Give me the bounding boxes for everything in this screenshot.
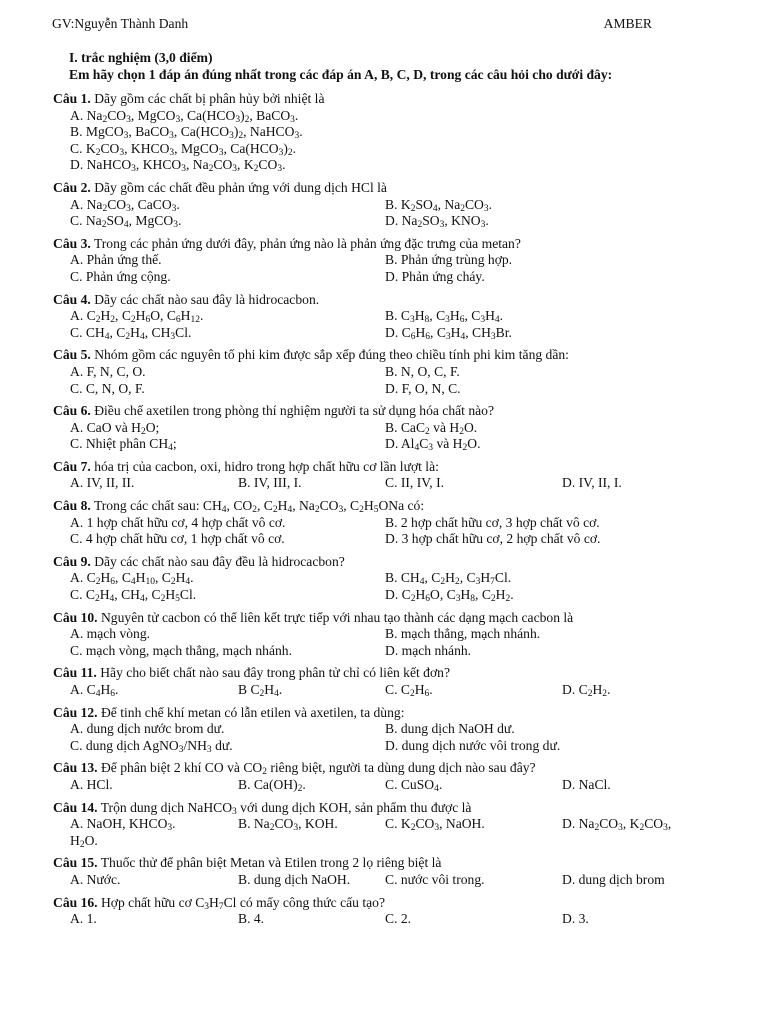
- option-b: B. MgCO$_3$, BaCO$_3$, $Ca(HCO_3)_2$, NaHCO$_3$.: [70, 124, 303, 142]
- options-row: [53, 197, 743, 214]
- question-number: Câu 3.: [53, 235, 91, 251]
- question-11: [53, 665, 743, 698]
- options-row: [53, 515, 743, 532]
- question-8: [53, 498, 743, 548]
- question-text: [53, 498, 743, 515]
- section-heading: [69, 50, 729, 84]
- option-b: B. $Ca(OH)_2$.: [238, 776, 306, 794]
- option-c: C. C, N, O, F.: [70, 380, 145, 396]
- question-10: [53, 610, 743, 660]
- question-14: [53, 800, 743, 850]
- option-b: B. N, O, C, F.: [385, 363, 460, 379]
- question-number: Câu 15.: [53, 855, 98, 871]
- question-number: Câu 5.: [53, 347, 91, 363]
- option-d: D. $C_2H_2$.: [562, 682, 611, 699]
- question-1: [53, 91, 743, 174]
- question-number: Câu 2.: [53, 179, 91, 195]
- question-4: [53, 292, 743, 342]
- options-row: [53, 141, 743, 158]
- options-row: [53, 587, 743, 604]
- option-b: B. $C_3H_8$, $C_3H_6$, $C_3H_4$.: [385, 308, 504, 326]
- question-3: [53, 236, 743, 286]
- question-stem: Thuốc thử để phân biệt Metan và Etilen trong 2 lọ riêng biệt là: [100, 855, 442, 871]
- question-stem: Dãy các chất nào sau đây đều là hidrocacbon?: [94, 553, 345, 569]
- question-stem: hóa trị của cacbon, oxi, hidro trong hợp chất hữu cơ lần lượt là:: [94, 458, 439, 474]
- options-row: [53, 252, 743, 269]
- question-number: Câu 10.: [53, 609, 98, 625]
- option-d: D. F, O, N, C.: [385, 380, 461, 396]
- options-row: [53, 364, 743, 381]
- section-title: I. trắc nghiệm (3,0 điểm): [69, 50, 213, 65]
- question-text: [53, 705, 743, 722]
- option-c: C. 2.: [385, 911, 412, 927]
- question-text: [53, 554, 743, 571]
- options-row: [53, 420, 743, 437]
- option-d: D. $C_6H_6$, $C_3H_4$, $CH_3Br$.: [385, 324, 512, 342]
- option-d: D. Phản ứng cháy.: [385, 268, 485, 284]
- question-stem: Trong các chất sau: $CH_4$, $CO_2$, $C_2H_4$, $Na_2CO_3$, $C_2H_5ONa$ có:: [93, 498, 425, 516]
- option-c: C. Phản ứng cộng.: [70, 268, 171, 284]
- option-a: A. $C_2H_6$, $C_4H_{10}$, $C_2H_4$.: [70, 570, 194, 588]
- options-row: [53, 213, 743, 230]
- options-row: [53, 157, 743, 174]
- brand-name: AMBER: [603, 16, 652, 31]
- option-d-continuation: [53, 833, 743, 850]
- question-number: Câu 9.: [53, 553, 91, 569]
- option-d: D. $Al_4C_3$ và $H_2O$.: [385, 436, 481, 454]
- question-number: Câu 11.: [53, 665, 97, 681]
- question-stem: Dãy gồm các chất bị phân hủy bởi nhiệt là: [94, 91, 325, 106]
- option-b: B. dung dịch NaOH.: [238, 871, 351, 887]
- options-row: [53, 816, 743, 833]
- question-number: Câu 13.: [53, 760, 98, 776]
- option-a: A. CaO và $H_2O$;: [70, 419, 160, 437]
- option-d: D. mạch nhánh.: [385, 642, 472, 658]
- option-c: C. $K_2CO_3$, NaOH.: [385, 816, 485, 834]
- option-c: C. 4 hợp chất hữu cơ, 1 hợp chất vô cơ.: [70, 531, 285, 547]
- option-b: B. 2 hợp chất hữu cơ, 3 hợp chất vô cơ.: [385, 514, 600, 530]
- option-a: A. $C_4H_6$.: [70, 682, 119, 699]
- option-c: C. dung dịch $AgNO_3/NH_3$ dư.: [70, 737, 233, 755]
- option-c: C. $Na_2SO_4$, MgCO$_3$.: [70, 213, 182, 231]
- question-text: [53, 91, 743, 108]
- section-instruction: Em hãy chọn 1 đáp án đúng nhất trong các đáp án A, B, C, D, trong các câu hỏi cho dưới đây:: [69, 67, 613, 82]
- question-7: [53, 459, 743, 492]
- question-text: [53, 459, 743, 476]
- option-b: B. mạch thẳng, mạch nhánh.: [385, 626, 541, 642]
- option-b: B. $Na_2CO_3$, KOH.: [238, 816, 338, 834]
- option-d: D. 3 hợp chất hữu cơ, 2 hợp chất vô cơ.: [385, 531, 601, 547]
- question-2: [53, 180, 743, 230]
- option-a: A. 1.: [70, 911, 97, 927]
- options-row: [53, 436, 743, 453]
- question-stem: Nhóm gồm các nguyên tố phi kim được sắp xếp đúng theo chiều tính phi kim tăng dần:: [94, 347, 569, 363]
- option-c: C. Nhiệt phân $CH_4$;: [70, 436, 177, 454]
- option-c: C. $C_2H_6$.: [385, 682, 433, 699]
- option-a: A. mạch vòng.: [70, 626, 151, 642]
- options-row: [53, 531, 743, 548]
- option-d: D. NaCl.: [562, 776, 611, 792]
- question-stem: Dãy các chất nào sau đây là hidrocacbon.: [94, 291, 320, 307]
- options-row: [53, 872, 743, 889]
- question-number: Câu 4.: [53, 291, 91, 307]
- teacher-name: GV:Nguyễn Thành Danh: [52, 16, 189, 31]
- option-d: D. $Na_2SO_3$, $KNO_3$.: [385, 213, 489, 231]
- option-c: C. nước vôi trong.: [385, 871, 485, 887]
- option-d: D. IV, II, I.: [562, 475, 622, 491]
- option-d: D. dung dịch brom: [562, 871, 665, 887]
- options-row: [53, 911, 743, 928]
- option-b: B. Phản ứng trùng hợp.: [385, 252, 513, 268]
- question-number: Câu 8.: [53, 498, 91, 514]
- option-a: A. HCl.: [70, 776, 113, 792]
- question-text: [53, 855, 743, 872]
- question-13: [53, 760, 743, 793]
- option-d: D. 3.: [562, 911, 589, 927]
- question-stem: Nguyên tử cacbon có thể liên kết trực tiếp với nhau tạo thành các dạng mạch cacbon là: [100, 609, 574, 625]
- question-text: [53, 236, 743, 253]
- options-row: [53, 475, 743, 492]
- option-a: A. dung dịch nước brom dư.: [70, 721, 225, 737]
- options-row: [53, 738, 743, 755]
- question-number: Câu 12.: [53, 704, 98, 720]
- question-15: [53, 855, 743, 888]
- option-c: C. CuSO$_4$.: [385, 776, 443, 794]
- question-stem: Trong các phản ứng dưới đây, phản ứng nào là phản ứng đặc trưng của metan?: [93, 235, 521, 251]
- question-12: [53, 705, 743, 755]
- option-c: C. II, IV, I.: [385, 475, 445, 491]
- question-6: [53, 403, 743, 453]
- options-row: [53, 325, 743, 342]
- options-row: [53, 777, 743, 794]
- question-number: Câu 1.: [53, 91, 91, 106]
- question-stem: Hãy cho biết chất nào sau đây trong phân tử chỉ có liên kết đơn?: [100, 665, 450, 681]
- option-d: D. NaHCO$_3$, $KHCO_3$, $Na_2CO_3$, $K_2CO_3$.: [70, 157, 286, 175]
- option-d: D. $C_2H_6O$, $C_3H_8$, $C_2H_2$.: [385, 587, 514, 605]
- options-row: [53, 108, 743, 125]
- options-row: [53, 643, 743, 660]
- question-text: [53, 180, 743, 197]
- option-a: A. Phản ứng thế.: [70, 252, 162, 268]
- question-text: [53, 800, 743, 817]
- question-stem: Trộn dung dịch NaHCO$_3$ với dung dịch KOH, sản phẩm thu được là: [100, 799, 472, 817]
- question-text: [53, 895, 743, 912]
- question-number: Câu 6.: [53, 403, 91, 419]
- options-row: [53, 381, 743, 398]
- question-stem: Hợp chất hữu cơ $C_3H_7Cl$ có mấy công thức cấu tạo?: [100, 894, 385, 912]
- option-b: B $C_2H_4$.: [238, 682, 283, 699]
- options-row: [53, 682, 743, 699]
- option-b: B. CaC$_2$ và $H_2O$.: [385, 419, 478, 437]
- question-text: [53, 403, 743, 420]
- question-number: Câu 16.: [53, 894, 98, 910]
- option-b: B. $CH_4$, $C_2H_2$, $C_3H_7Cl$.: [385, 570, 512, 588]
- question-9: [53, 554, 743, 604]
- option-d-wrap-text: $H_2O$.: [70, 832, 98, 850]
- option-a: A. IV, II, II.: [70, 475, 135, 491]
- question-16: [53, 895, 743, 928]
- question-text: [53, 347, 743, 364]
- options-row: [53, 269, 743, 286]
- option-a: A. F, N, C, O.: [70, 363, 146, 379]
- option-b: B. $K_2SO_4$, $Na_2CO_3$.: [385, 196, 493, 214]
- page-header: [52, 16, 662, 34]
- options-row: [53, 626, 743, 643]
- question-stem: Điều chế axetilen trong phòng thí nghiệm người ta sử dụng hóa chất nào?: [94, 403, 494, 419]
- question-text: [53, 665, 743, 682]
- option-a: A. NaOH, $KHCO_3$.: [70, 816, 176, 834]
- options-row: [53, 124, 743, 141]
- question-stem: Để phân biệt 2 khí CO và $CO_2$ riêng biệt, người ta dùng dung dịch nào sau đây?: [100, 760, 536, 778]
- option-c: C. $CH_4$, $C_2H_4$, $CH_3Cl$.: [70, 324, 192, 342]
- question-number: Câu 14.: [53, 799, 98, 815]
- question-stem: Dãy gồm các chất đều phản ứng với dung dịch HCl là: [94, 179, 387, 195]
- question-number: Câu 7.: [53, 458, 91, 474]
- option-c: C. $C_2H_4$, $CH_4$, $C_2H_5Cl$.: [70, 587, 197, 605]
- question-text: [53, 760, 743, 777]
- option-a: A. $Na_2CO_3$, MgCO$_3$, $Ca(HCO_3)_2$, BaCO$_3$.: [70, 107, 299, 125]
- option-a: A. $Na_2CO_3$, CaCO$_3$.: [70, 196, 180, 214]
- options-row: [53, 308, 743, 325]
- option-b: B. IV, III, I.: [238, 475, 302, 491]
- option-c: C. $K_2CO_3$, $KHCO_3$, MgCO$_3$, $Ca(HCO_3)_2$.: [70, 140, 297, 158]
- question-list: [53, 91, 743, 934]
- question-5: [53, 347, 743, 397]
- options-row: [53, 570, 743, 587]
- option-b: B. dung dịch NaOH dư.: [385, 721, 515, 737]
- question-text: [53, 292, 743, 309]
- option-d: D. $Na_2CO_3$, $K_2CO_3$,: [562, 816, 672, 834]
- option-a: A. Nước.: [70, 871, 121, 887]
- options-row: [53, 721, 743, 738]
- option-c: C. mạch vòng, mạch thẳng, mạch nhánh.: [70, 642, 292, 658]
- option-d: D. dung dịch nước vôi trong dư.: [385, 737, 561, 753]
- option-b: B. 4.: [238, 911, 265, 927]
- question-stem: Để tinh chế khí metan có lẫn etilen và axetilen, ta dùng:: [100, 704, 405, 720]
- option-a: A. $C_2H_2$, $C_2H_6O$, $C_6H_{12}$.: [70, 308, 204, 326]
- question-text: [53, 610, 743, 627]
- option-a: A. 1 hợp chất hữu cơ, 4 hợp chất vô cơ.: [70, 514, 286, 530]
